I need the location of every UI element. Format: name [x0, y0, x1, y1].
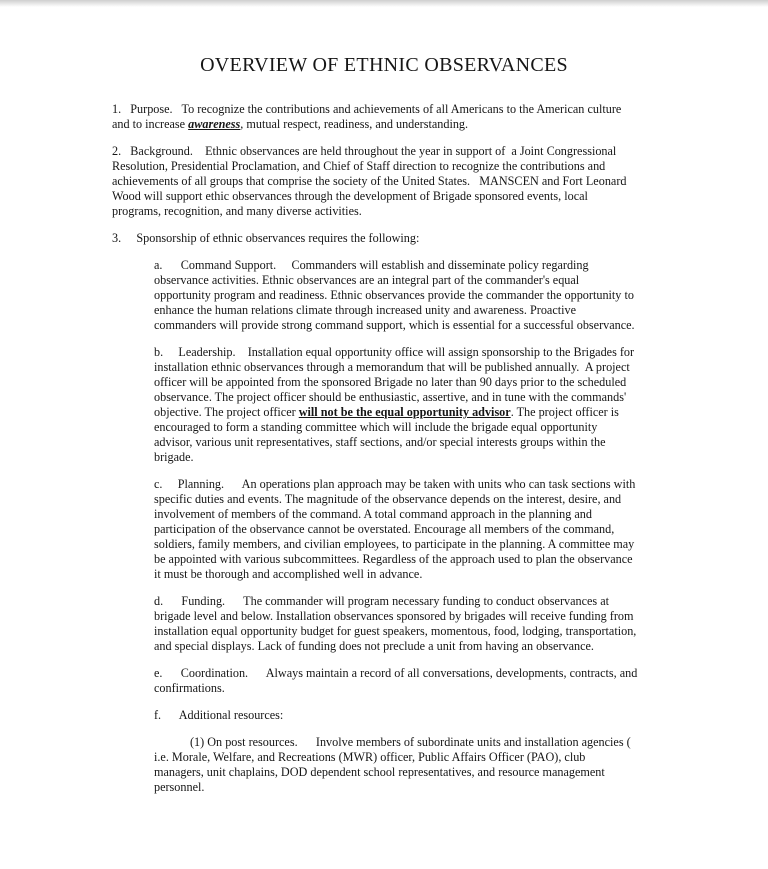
- text-line: [154, 594, 672, 609]
- text-segment: f. Additional resources:: [154, 708, 284, 722]
- text-segment: personnel.: [154, 780, 205, 794]
- paragraph: [154, 708, 672, 723]
- text-line: [154, 450, 672, 465]
- text-line: [154, 318, 672, 333]
- text-line: [154, 492, 672, 507]
- text-line: [112, 117, 672, 132]
- text-segment: Resolution, Presidential Proclamation, and Chief of Staff direction to recognize the contributions and: [112, 159, 606, 173]
- text-segment: advisor, various unit representatives, staff sections, and/or special interests groups within the: [154, 435, 606, 449]
- text-line: [154, 522, 672, 537]
- text-line: [112, 144, 672, 159]
- text-line: [154, 405, 672, 420]
- text-segment: commanders will provide strong command support, which is essential for a successful observance.: [154, 318, 635, 332]
- text-segment: i.e. Morale, Welfare, and Recreations (MWR) officer, Public Affairs Officer (PAO), club: [154, 750, 586, 764]
- text-line: [154, 765, 672, 780]
- text-segment: and to increase: [112, 117, 189, 131]
- text-segment: soldiers, family members, and civilian employees, to participate in the planning. A committee may: [154, 537, 635, 551]
- text-segment: 1. Purpose. To recognize the contributions and achievements of all Americans to the American culture: [112, 102, 622, 116]
- text-line: [112, 204, 672, 219]
- text-segment: will not be the equal opportunity advisor: [298, 405, 511, 419]
- text-segment: achievements of all groups that comprise the society of the United States. MANSCEN and Fort Leonard: [112, 174, 627, 188]
- text-segment: opportunity program and readiness. Ethnic observances provide the commander the opportunity to: [154, 288, 634, 302]
- text-line: [154, 552, 672, 567]
- text-line: [154, 681, 672, 696]
- text-segment: Wood will support ethic observances through the development of Brigade sponsored events, local: [112, 189, 588, 203]
- text-segment: installation ethnic observances through a memorandum that will be published annually. A project: [154, 360, 630, 374]
- text-segment: brigade.: [154, 450, 194, 464]
- text-line: [154, 288, 672, 303]
- text-segment: brigade level and below. Installation observances sponsored by brigades will receive funding from: [154, 609, 634, 623]
- text-line: [154, 609, 672, 624]
- text-segment: 2. Background. Ethnic observances are held throughout the year in support of a Joint Congressional: [112, 144, 617, 158]
- text-line: [154, 258, 672, 273]
- text-line: [154, 735, 672, 750]
- text-segment: . The project officer is: [510, 405, 619, 419]
- text-segment: , mutual respect, readiness, and understanding.: [240, 117, 469, 131]
- text-segment: objective. The project officer: [154, 405, 299, 419]
- text-segment: (1) On post resources. Involve members of subordinate units and installation agencies (: [190, 735, 631, 749]
- text-segment: observance. The project officer should be enthusiastic, assertive, and in tune with the commands': [154, 390, 627, 404]
- text-line: [154, 507, 672, 522]
- text-segment: a. Command Support. Commanders will establish and disseminate policy regarding: [154, 258, 589, 272]
- text-line: [154, 639, 672, 654]
- paragraph: [154, 477, 672, 582]
- text-line: [112, 231, 672, 246]
- text-segment: confirmations.: [154, 681, 225, 695]
- text-line: [112, 159, 672, 174]
- text-line: [154, 750, 672, 765]
- text-line: [154, 360, 672, 375]
- text-line: [154, 537, 672, 552]
- document-body: [112, 102, 672, 795]
- paragraph: [154, 258, 672, 333]
- text-segment: 3. Sponsorship of ethnic observances requires the following:: [112, 231, 420, 245]
- text-segment: officer will be appointed from the sponsored Brigade no later than 90 days prior to the scheduled: [154, 375, 627, 389]
- text-line: [154, 390, 672, 405]
- text-line: [154, 780, 672, 795]
- text-segment: programs, recognition, and many diverse activities.: [112, 204, 362, 218]
- text-line: [112, 174, 672, 189]
- page-top-shadow: [0, 0, 768, 7]
- text-line: [154, 624, 672, 639]
- text-segment: and special displays. Lack of funding does not preclude a unit from having an observance.: [154, 639, 594, 653]
- paragraph: [154, 594, 672, 654]
- text-line: [154, 435, 672, 450]
- text-segment: specific duties and events. The magnitude of the observance depends on the interest, desire, and: [154, 492, 622, 506]
- page-title: OVERVIEW OF ETHNIC OBSERVANCES: [200, 54, 568, 76]
- text-line: [112, 102, 672, 117]
- text-segment: d. Funding. The commander will program necessary funding to conduct observances at: [154, 594, 610, 608]
- text-segment: enhance the human relations climate through increased unity and awareness. Proactive: [154, 303, 577, 317]
- text-segment: encouraged to form a standing committee which will include the brigade equal opportunity: [154, 420, 598, 434]
- text-segment: awareness: [188, 117, 241, 131]
- text-line: [154, 666, 672, 681]
- paragraph: [112, 102, 672, 132]
- text-line: [154, 273, 672, 288]
- text-segment: be appointed with various subcommittees. Regardless of the approach used to plan the observance: [154, 552, 633, 566]
- paragraph: [154, 735, 672, 795]
- text-line: [154, 708, 672, 723]
- text-line: [154, 420, 672, 435]
- paragraph: [154, 345, 672, 465]
- text-line: [154, 375, 672, 390]
- text-segment: observance activities. Ethnic observances are an integral part of the commander's equal: [154, 273, 580, 287]
- text-segment: involvement of members of the command. A total command approach in the planning and: [154, 507, 592, 521]
- text-segment: b. Leadership. Installation equal opportunity office will assign sponsorship to the Brigades for: [154, 345, 635, 359]
- text-segment: e. Coordination. Always maintain a record of all conversations, developments, contracts, and: [154, 666, 638, 680]
- text-segment: installation equal opportunity budget for guest speakers, momentous, food, lodging, transportation,: [154, 624, 637, 638]
- paragraph: [112, 144, 672, 219]
- text-segment: c. Planning. An operations plan approach may be taken with units who can task sections with: [154, 477, 636, 491]
- text-line: [154, 303, 672, 318]
- paragraph: [112, 231, 672, 246]
- text-line: [154, 345, 672, 360]
- text-segment: participation of the observance cannot be overstated. Encourage all members of the command,: [154, 522, 615, 536]
- text-segment: it must be thorough and accomplished well in advance.: [154, 567, 423, 581]
- text-line: [112, 189, 672, 204]
- paragraph: [154, 666, 672, 696]
- text-line: [154, 567, 672, 582]
- text-segment: managers, unit chaplains, DOD dependent school representatives, and resource management: [154, 765, 605, 779]
- text-line: [154, 477, 672, 492]
